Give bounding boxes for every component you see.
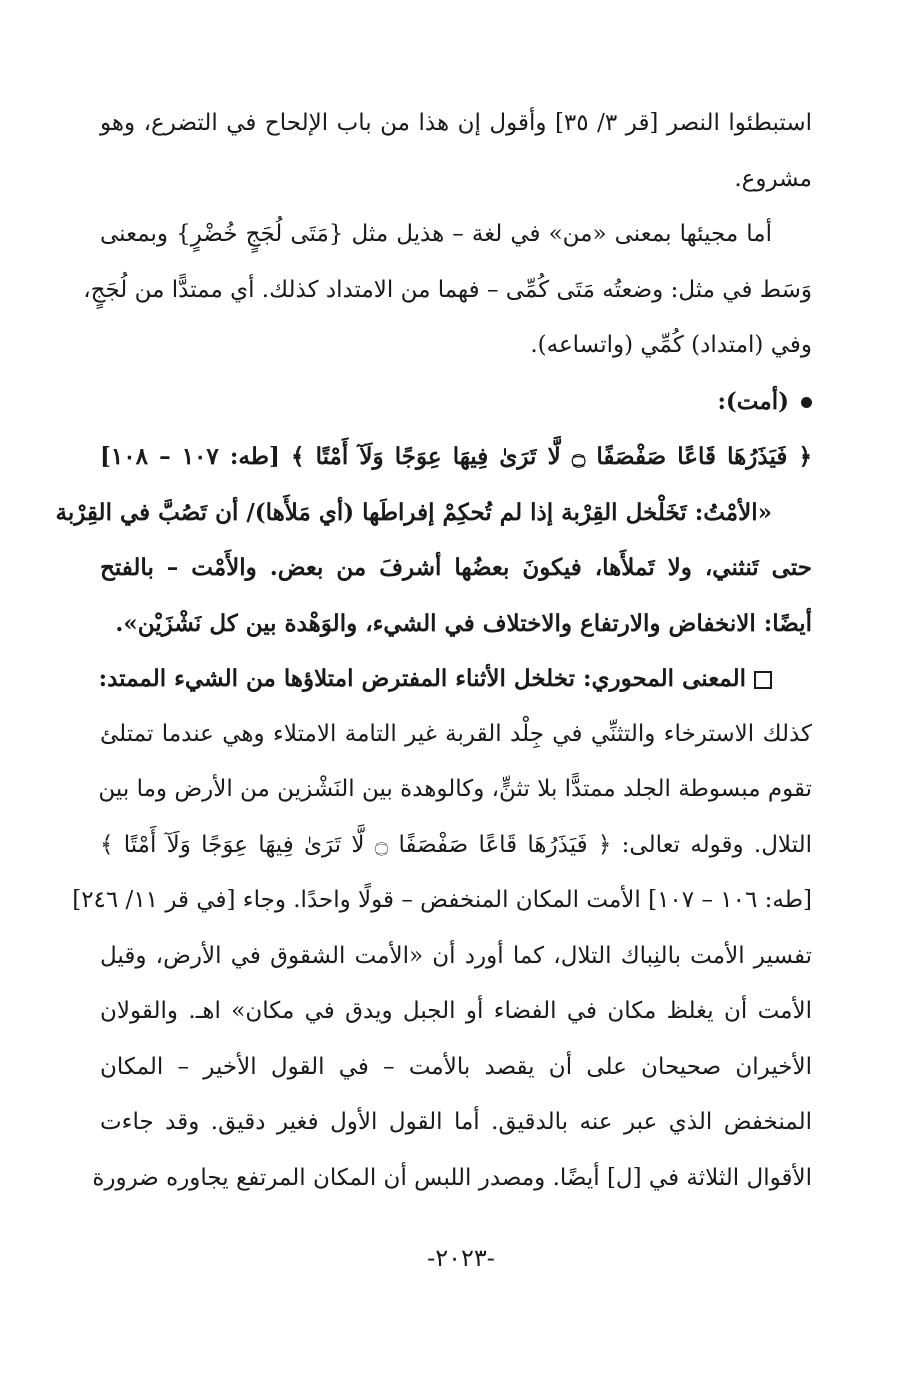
section-heading-text: (أمت): bbox=[717, 387, 789, 415]
definition-line-1: «الأمْتُ: تَخَلْخل القِرْبة إذا لم تُحكِمْ إفراطَها (أي مَلأَها)/ أن تَصُبَّ في القِرْبة bbox=[55, 498, 772, 526]
text-line-4: وَسَط في مثل: وضعتُه مَتَى كُمِّى – فهما من الامتداد كذلك. أي ممتدًّا من لُجَجٍ، bbox=[83, 276, 812, 303]
bullet-icon bbox=[801, 397, 812, 408]
text-line-18: الأخيران صحيحان على أن يقصد بالأمت – في القول الأخير – المكان bbox=[100, 1053, 812, 1080]
text-line-16: تفسير الأمت بالنِباك التلال، كما أورد أن «الأمت الشقوق في الأرض، وقيل bbox=[100, 942, 812, 969]
text-line-19: المنخفض الذي عبر عنه بالدقيق. أما القول الأول فغير دقيق. وقد جاءت bbox=[100, 1109, 812, 1135]
definition-line-2: حتى تَنثني، ولا تَملأَها، فيكونَ بعضُها أشرفَ من بعض. والأَمْت – بالفتح bbox=[100, 554, 812, 581]
text-line-20: الأقوال الثلاثة في [ل] أيضًا. ومصدر اللبس أن المكان المرتفع يجاوره ضرورة bbox=[92, 1164, 812, 1191]
page-body bbox=[55, 96, 812, 1206]
text-line-15: [طه: ١٠٦ – ١٠٧] الأمت المكان المنخفض – قولًا واحدًا. وجاء [في قر ١١/ ٢٤٦] bbox=[72, 887, 812, 913]
text-line-3: أما مجيئها بمعنى «من» في لغة – هذيل مثل {مَتَى لُجَجٍ خُضْرٍ} وبمعنى bbox=[100, 221, 772, 247]
text-line-13: تقوم مبسوطة الجلد ممتدًّا بلا تثنٍّ، وكالوهدة بين النَشْزين من الأرض وما بين bbox=[98, 776, 812, 802]
definition-line-3: أيضًا: الانخفاض والارتفاع والاختلاف في الشيء، والوَهْدة بين كل نَشْزَيْن». bbox=[115, 609, 812, 637]
text-line-5: وفي (امتداد) كُمِّي (واتساعه). bbox=[530, 332, 812, 358]
text-line-2: مشروع. bbox=[734, 165, 812, 192]
text-line-1: استبطئوا النصر [قر ٣/ ٣٥] وأقول إن هذا من باب الإلحاح في التضرع، وهو bbox=[100, 110, 812, 136]
page-number: -٢٠٢٣- bbox=[427, 1244, 495, 1272]
quran-verse-line: ﴿ فَيَذَرُهَا قَاعًا صَفْصَفًا ۝ لَّا تَرَىٰ فِيهَا عِوَجًا وَلَآ أَمْتًا ﴾ [طه: ١٠٧ – ١٠٨] bbox=[100, 443, 812, 470]
core-meaning-text: المعنى المحوري: تخلخل الأثناء المفترض امتلاؤها من الشيء الممتد: bbox=[98, 665, 746, 692]
core-meaning-heading bbox=[100, 651, 812, 707]
text-line-12: كذلك الاسترخاء والتثنِّي في جِلْد القربة غير التامة الامتلاء وهي عندما تمتلئ bbox=[100, 720, 812, 747]
text-line-17: الأمت أن يغلظ مكان في الفضاء أو الجبل ويدق في مكان» اهـ. والقولان bbox=[100, 998, 812, 1024]
section-heading bbox=[100, 374, 812, 430]
square-box-icon bbox=[754, 671, 772, 689]
text-line-14: التلال. وقوله تعالى: ﴿ فَيَذَرُهَا قَاعًا صَفْصَفًا ۝ لَّا تَرَىٰ فِيهَا عِوَجًا وَلَآ أَمْتًا ﴾ bbox=[100, 831, 812, 858]
